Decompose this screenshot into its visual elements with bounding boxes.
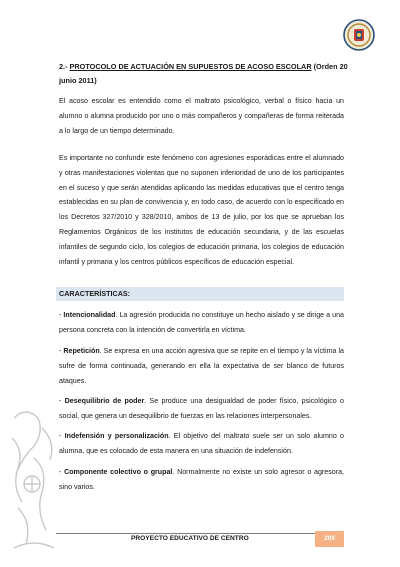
item-text: . Normalmente no existe un solo agresor o agresora, sino varios. [59, 468, 344, 491]
list-item: - Intencionalidad. La agresión producida no constituye un hecho aislado y se dirige a una persona concreta con la intención de convertirla en víctima. [59, 311, 344, 334]
section-title: CARACTERÍSTICAS: [59, 289, 131, 298]
item-text: . El objetivo del maltrato suele ser un solo alumno o alumna, que es colocado de esta manera en una situación de indefensión. [59, 432, 344, 455]
andalucia-emblem-icon [4, 398, 64, 558]
footer-title: PROYECTO EDUCATIVO DE CENTRO [131, 535, 249, 542]
section-heading: 2.- PROTOCOLO DE ACTUACIÓN EN SUPUESTOS DE ACOSO ESCOLAR (Orden 20 junio 2011) [59, 62, 348, 85]
item-term: Intencionalidad [63, 311, 116, 319]
item-term: Componente colectivo o grupal [64, 468, 173, 476]
paragraph-distinction: Es importante no confundir este fenómeno con agresiones esporádicas entre el alumnado y otras manifestaciones violentas que no suponen inferioridad de uno de los participantes en el suceso y que serán atendidas aplicando las medidas educativas que el centro tenga establecidas en su plan de convivencia y, en todo caso, de acuerdo con lo especificado en los Decretos 327/2010 y 328/2010, ambos de 13 de julio, por los que se aprueban los Reglamentos Orgánicos de los institutos de educación secundaria, y de las escuelas infantiles de segundo ciclo, los colegios de educación primaria, los colegios de educación infantil y primaria y los centros públicos específicos de educación especial. [59, 154, 344, 266]
item-text: . La agresión producida no constituye un hecho aislado y se dirige a una persona concreta con la intención de convertirla en víctima. [59, 311, 344, 334]
list-item: - Componente colectivo o grupal. Normalmente no existe un solo agresor o agresora, sino varios. [59, 468, 344, 491]
heading-title: PROTOCOLO DE ACTUACIÓN EN SUPUESTOS DE ACOSO ESCOLAR [69, 62, 312, 71]
list-item: - Desequilibrio de poder. Se produce una desigualdad de poder físico, psicológico o social, que genera un desequilibrio de fuerzas en las relaciones interpersonales. [59, 397, 344, 420]
item-term: Indefensión y personalización [64, 432, 169, 440]
school-seal-icon [343, 19, 375, 51]
item-term: Repetición [63, 347, 100, 355]
item-text: . Se produce una desigualdad de poder físico, psicológico o social, que genera un desequilibrio de fuerzas en las relaciones interpersonales. [59, 397, 344, 420]
page-number: 209 [315, 531, 344, 547]
item-text: . Se expresa en una acción agresiva que se repite en el tiempo y la víctima la sufre de forma continuada, generando en ella la expectativa de ser blanco de futuros ataques. [59, 347, 344, 385]
paragraph-definition: El acoso escolar es entendido como el maltrato psicológico, verbal o físico hacia un alumno o alumna producido por uno o más compañeros y compañeras de forma reiterada a lo largo de un tiempo determinado. [59, 97, 344, 135]
item-term: Desequilibrio de poder [64, 397, 145, 405]
list-item: - Indefensión y personalización. El objetivo del maltrato suele ser un solo alumno o alumna, que es colocado de esta manera en una situación de indefensión. [59, 432, 344, 455]
list-item: - Repetición. Se expresa en una acción agresiva que se repite en el tiempo y la víctima la sufre de forma continuada, generando en ella la expectativa de ser blanco de futuros ataques. [59, 347, 344, 385]
